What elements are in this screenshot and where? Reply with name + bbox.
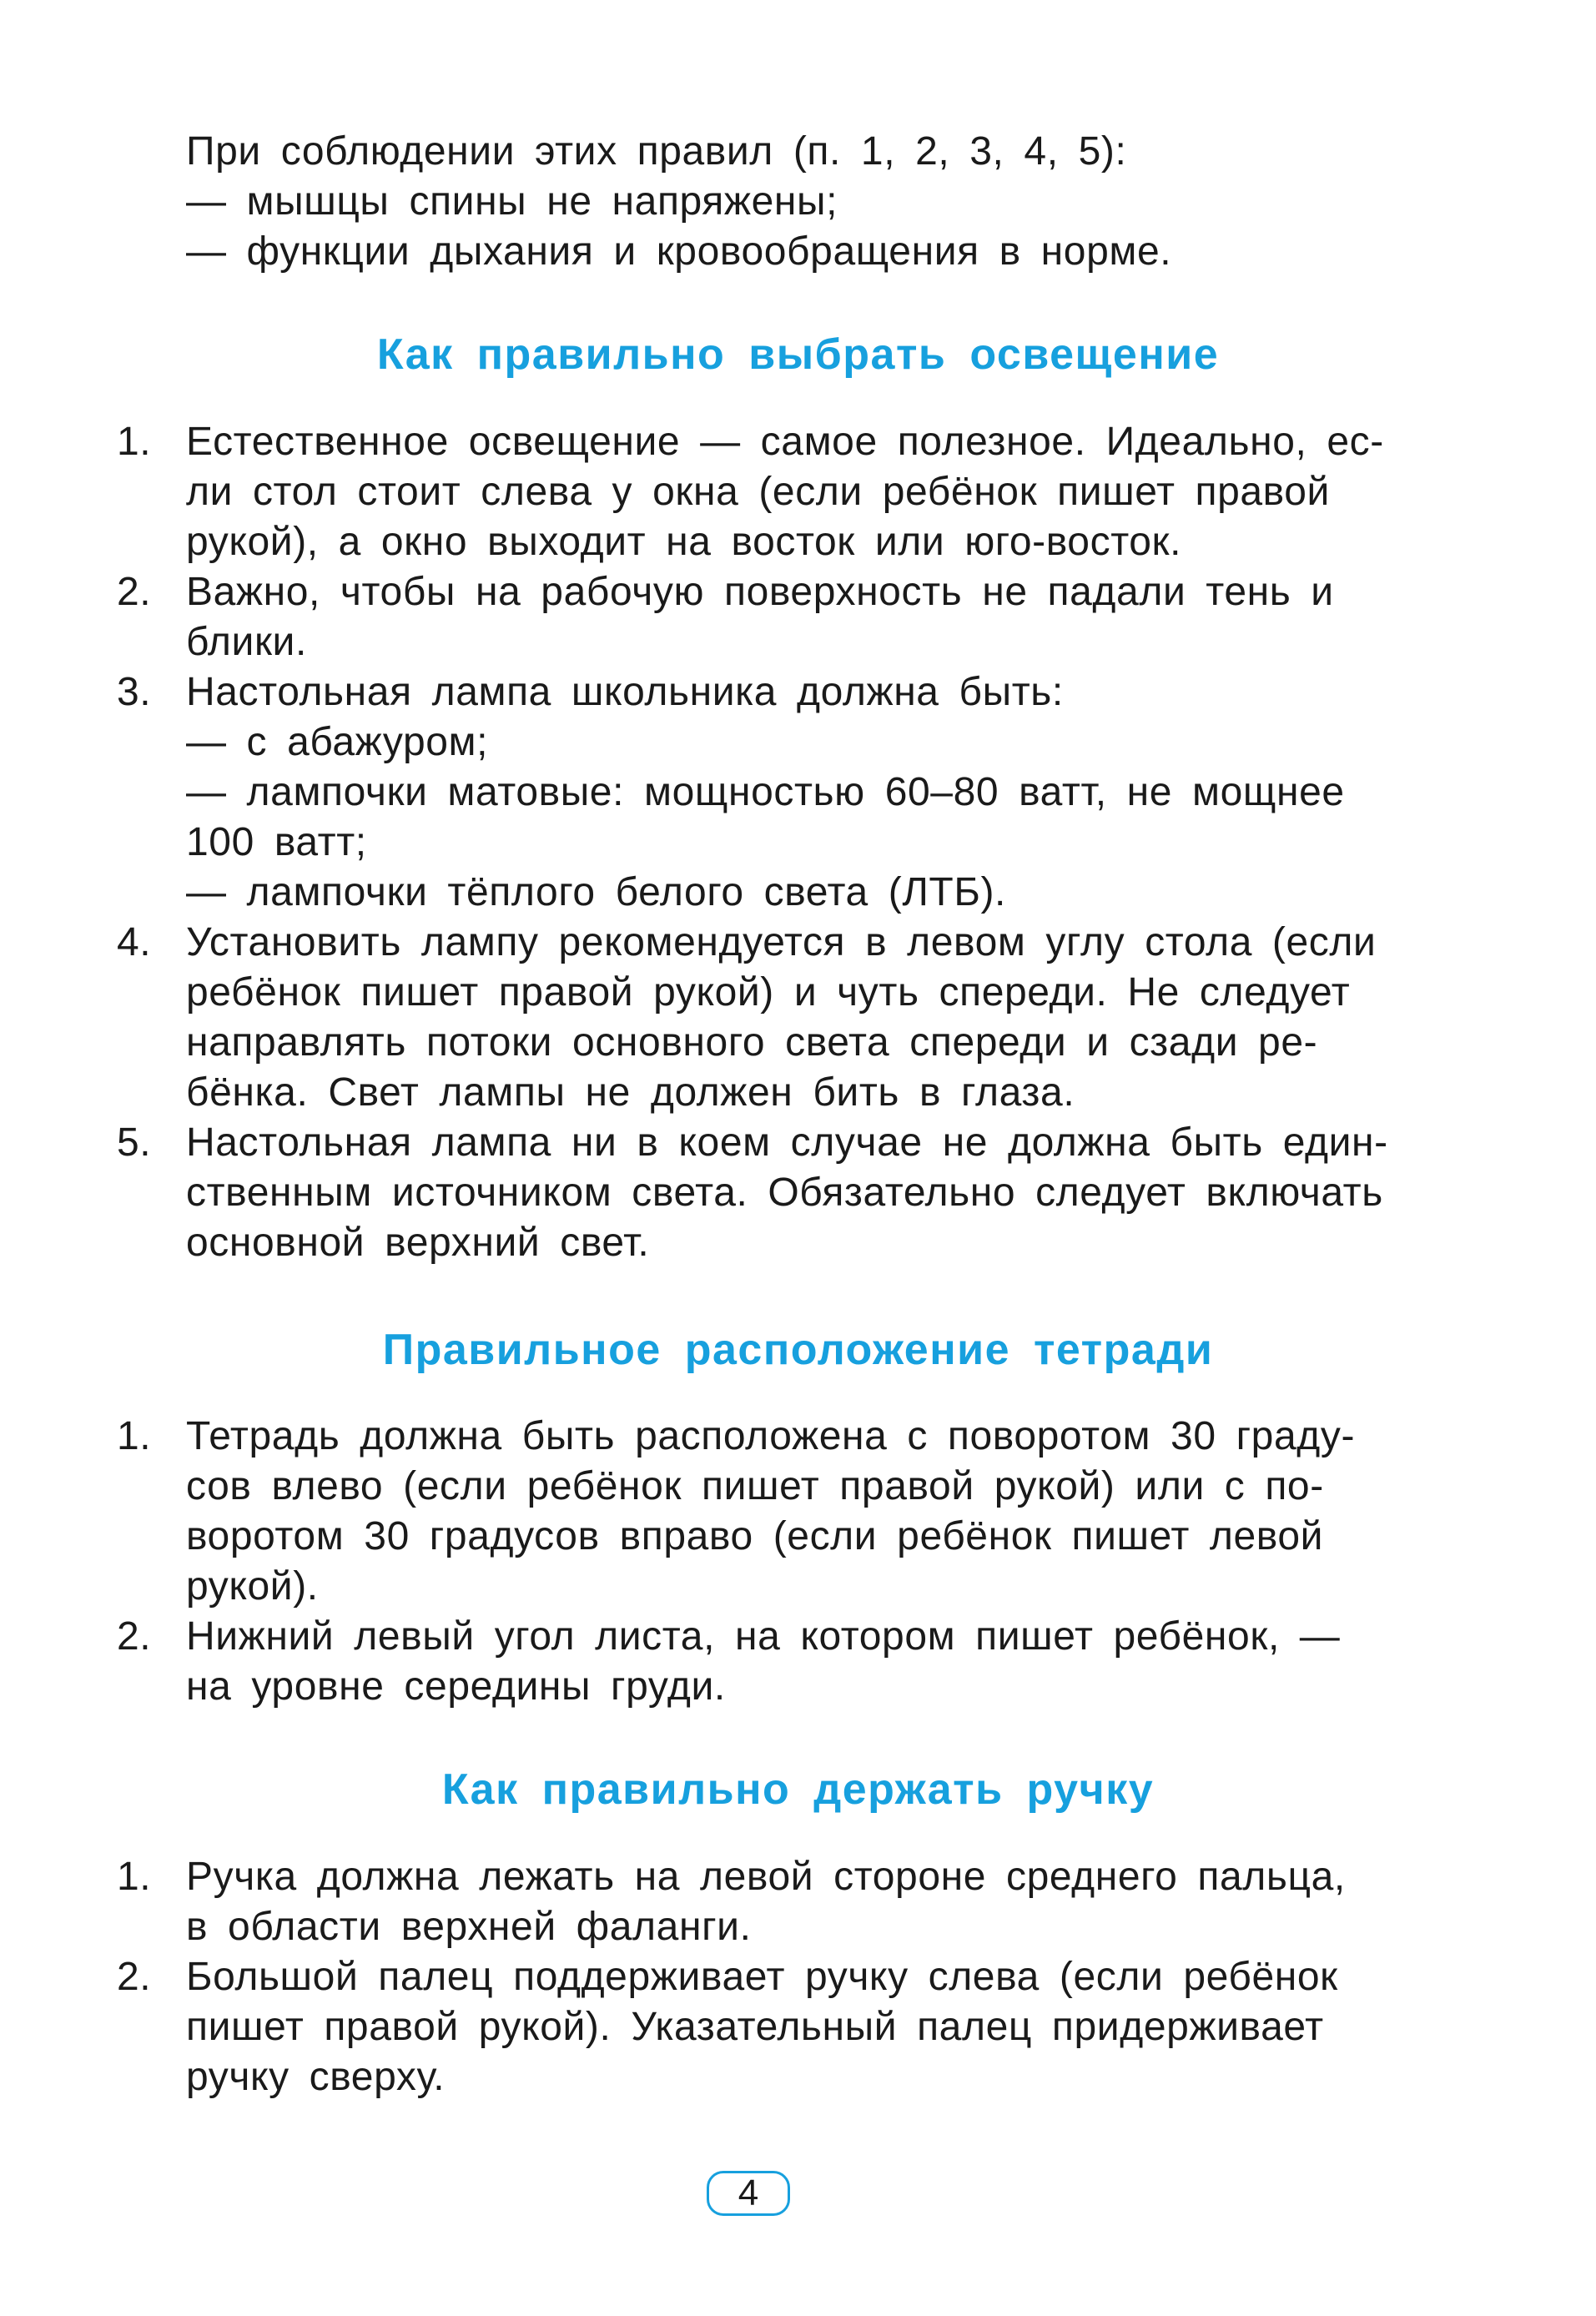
list-item	[117, 667, 1456, 918]
item-line: Большой палец поддерживает ручку слева (если ребёнок	[186, 1955, 1338, 1999]
item-number: 1.	[117, 1855, 152, 1899]
item-line: ли стол стоит слева у окна (если ребёнок пишет правой	[186, 470, 1330, 514]
item-line: Установить лампу рекомендуется в левом углу стола (если	[186, 920, 1377, 964]
item-line: пишет правой рукой). Указательный палец придерживает	[186, 2005, 1324, 2049]
item-number: 2.	[117, 1614, 152, 1659]
section-heading-notebook: Правильное расположение тетради	[382, 1326, 1214, 1374]
page-number: 4	[707, 2171, 790, 2216]
item-number: 2.	[117, 570, 152, 614]
item-number: 5.	[117, 1120, 152, 1165]
item-line: в области верхней фаланги.	[186, 1905, 752, 1949]
list-item	[117, 1612, 1456, 1712]
item-line: ственным источником света. Обязательно следует включать	[186, 1171, 1383, 1215]
item-line: рукой), а окно выходит на восток или юго-восток.	[186, 520, 1182, 564]
item-line: ручку сверху.	[186, 2055, 446, 2099]
item-line: Настольная лампа ни в коем случае не должна быть един-	[186, 1120, 1388, 1165]
intro-line: — функции дыхания и кровообращения в норме.	[186, 229, 1172, 274]
list-item	[117, 918, 1456, 1118]
item-line: ребёнок пишет правой рукой) и чуть спереди. Не следует	[186, 970, 1351, 1015]
item-number: 4.	[117, 920, 152, 964]
list-item	[117, 1412, 1456, 1612]
item-number: 3.	[117, 670, 152, 714]
item-line: воротом 30 градусов вправо (если ребёнок пишет левой	[186, 1514, 1324, 1558]
item-line: рукой).	[186, 1564, 319, 1609]
item-line: Настольная лампа школьника должна быть:	[186, 670, 1064, 714]
section-heading-lighting: Как правильно выбрать освещение	[376, 330, 1220, 379]
list-item	[117, 417, 1456, 567]
intro-line: — мышцы спины не напряжены;	[186, 179, 838, 224]
item-line: — с абажуром;	[186, 720, 489, 764]
list-item	[117, 1852, 1456, 1952]
item-line: бёнка. Свет лампы не должен бить в глаза.	[186, 1070, 1075, 1115]
item-line: Тетрадь должна быть расположена с поворотом 30 граду-	[186, 1414, 1356, 1458]
item-line: Важно, чтобы на рабочую поверхность не падали тень и	[186, 570, 1334, 614]
pen-list	[117, 1852, 1456, 2102]
list-item	[117, 1952, 1456, 2102]
item-number: 2.	[117, 1955, 152, 1999]
item-line: Ручка должна лежать на левой стороне среднего пальца,	[186, 1855, 1346, 1899]
item-line: блики.	[186, 620, 307, 664]
section-heading-pen: Как правильно держать ручку	[441, 1765, 1155, 1814]
intro-block	[117, 127, 1456, 277]
item-line: Естественное освещение — самое полезное. Идеально, ес-	[186, 420, 1384, 464]
notebook-list	[117, 1412, 1456, 1712]
item-number: 1.	[117, 1414, 152, 1458]
list-item	[117, 567, 1456, 667]
item-line: сов влево (если ребёнок пишет правой рукой) или с по-	[186, 1464, 1324, 1508]
lighting-list	[117, 417, 1456, 1268]
intro-line: При соблюдении этих правил (п. 1, 2, 3, 4, 5):	[186, 129, 1127, 174]
item-line: Нижний левый угол листа, на котором пишет ребёнок, —	[186, 1614, 1341, 1659]
item-line: — лампочки матовые: мощностью 60–80 ватт, не мощнее	[186, 770, 1345, 814]
item-number: 1.	[117, 420, 152, 464]
item-line: — лампочки тёплого белого света (ЛТБ).	[186, 870, 1006, 914]
list-item	[117, 1118, 1456, 1268]
item-line: 100 ватт;	[186, 820, 367, 864]
item-line: на уровне середины груди.	[186, 1664, 726, 1709]
item-line: основной верхний свет.	[186, 1221, 650, 1265]
item-line: направлять потоки основного света спереди и сзади ре-	[186, 1020, 1318, 1065]
